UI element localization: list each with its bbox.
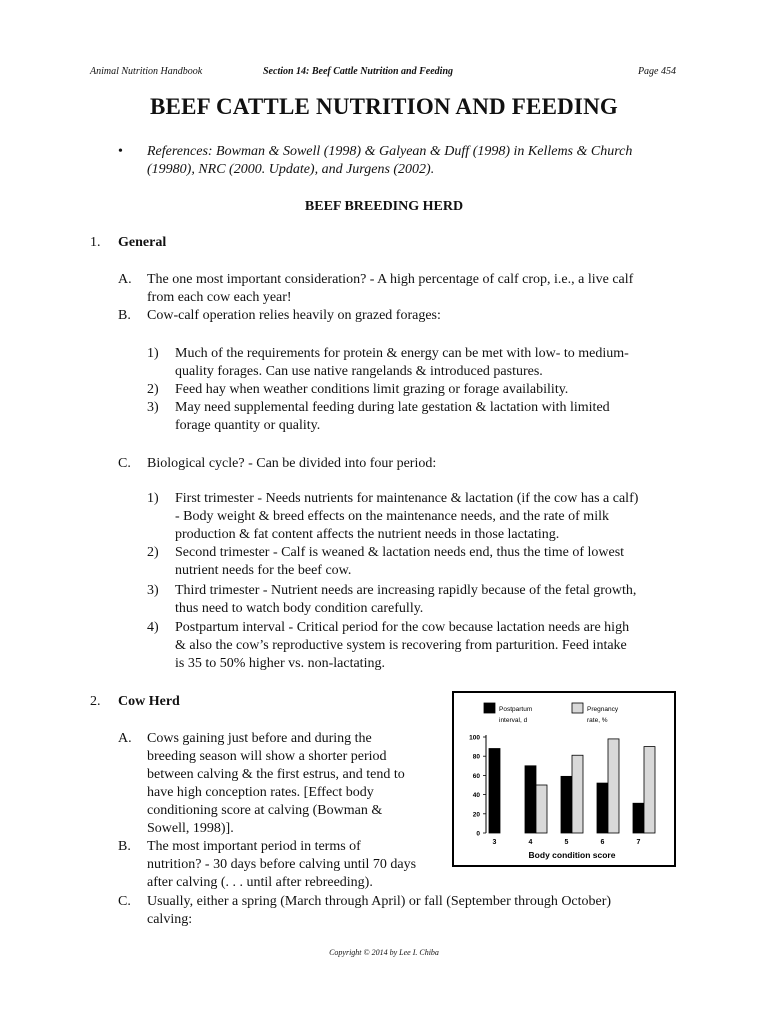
legend-swatch <box>484 703 495 713</box>
chart-canvas <box>454 693 674 865</box>
section-1-number: 1. <box>90 235 101 250</box>
item-2b-line: The most important period in terms of <box>147 839 361 854</box>
bar <box>525 766 536 833</box>
item-2c-line: calving: <box>147 912 193 927</box>
item-1b1-marker: 1) <box>147 346 159 361</box>
item-1c-line: Biological cycle? - Can be divided into four period: <box>147 456 437 471</box>
chart-axes <box>469 735 486 838</box>
item-2a-line: between calving & the first estrus, and tend to <box>147 767 405 782</box>
item-2a-line: conditioning score at calving (Bowman & <box>147 803 383 818</box>
bar <box>608 739 619 833</box>
bar <box>572 755 583 833</box>
running-header-left: Animal Nutrition Handbook <box>90 66 203 77</box>
section-subtitle: BEEF BREEDING HERD <box>304 199 464 214</box>
bar <box>644 747 655 833</box>
page-number: Page 454 <box>637 66 676 77</box>
item-1b3-line: May need supplemental feeding during late gestation & lactation with limited <box>175 400 610 415</box>
y-tick-label: 0 <box>476 830 480 838</box>
bar <box>489 749 500 833</box>
page-title: BEEF CATTLE NUTRITION AND FEEDING <box>150 94 618 119</box>
x-tick-label: 4 <box>528 839 533 846</box>
legend-label: Postpartum <box>499 706 533 713</box>
item-1c4-line: Postpartum interval - Critical period for the cow because lactation needs are high <box>175 620 630 635</box>
item-1c1-marker: 1) <box>147 491 159 506</box>
item-2c-marker: C. <box>118 894 131 909</box>
x-tick-label: 7 <box>636 839 641 846</box>
y-tick-label: 60 <box>472 772 480 780</box>
item-2a-line: have high conception rates. [Effect body <box>147 785 374 800</box>
section-1-heading: General <box>118 235 167 250</box>
item-1a-line: from each cow each year! <box>147 290 292 305</box>
item-1c3-line: thus need to watch body condition carefully. <box>175 601 424 616</box>
bar <box>597 783 608 833</box>
item-1c2-marker: 2) <box>147 545 159 560</box>
item-1c1-line: - Body weight & breed effects on the maintenance needs, and the rate of milk <box>175 509 609 524</box>
item-1c4-line: is 35 to 50% higher vs. non-lactating. <box>175 656 385 671</box>
bar <box>633 803 644 833</box>
x-tick-label: 3 <box>492 839 497 846</box>
item-1a-line: The one most important consideration? - A high percentage of calf crop, i.e., a live calf <box>147 272 634 287</box>
chart-legend <box>484 703 619 724</box>
item-2c-line: Usually, either a spring (March through April) or fall (September through October) <box>147 894 612 909</box>
legend-label: rate, % <box>587 717 608 724</box>
item-2b-line: after calving (. . . until after rebreeding). <box>147 875 373 890</box>
y-tick-label: 20 <box>472 811 480 819</box>
item-1c3-line: Third trimester - Nutrient needs are increasing rapidly because of the fetal growth, <box>175 583 637 598</box>
legend-swatch <box>572 703 583 713</box>
item-1b2-line: Feed hay when weather conditions limit grazing or forage availability. <box>175 382 569 397</box>
chart-x-axis-label: Body condition score <box>528 850 616 860</box>
y-tick-label: 40 <box>472 792 480 800</box>
references-line-1: References: Bowman & Sowell (1998) & Galyean & Duff (1998) in Kellems & Church <box>147 144 633 159</box>
item-2a-line: breeding season will show a shorter period <box>147 749 387 764</box>
copyright-footer: Copyright © 2014 by Lee I. Chiba <box>329 948 439 957</box>
item-1c2-line: Second trimester - Calf is weaned & lactation needs end, thus the time of lowest <box>175 545 625 560</box>
item-1b1-line: Much of the requirements for protein & energy can be met with low- to medium- <box>175 346 629 361</box>
item-1c3-marker: 3) <box>147 583 159 598</box>
item-2b-line: nutrition? - 30 days before calving until 70 days <box>147 857 417 872</box>
item-1b3-marker: 3) <box>147 400 159 415</box>
item-1a-marker: A. <box>118 272 132 287</box>
item-1b1-line: quality forages. Can use native rangelands & introduced pastures. <box>175 364 543 379</box>
item-1c4-marker: 4) <box>147 620 159 635</box>
section-2-heading: Cow Herd <box>118 694 180 709</box>
chart-bars <box>489 739 655 846</box>
item-2b-marker: B. <box>118 839 131 854</box>
item-1b-marker: B. <box>118 308 131 323</box>
bar <box>536 785 547 833</box>
section-2-number: 2. <box>90 694 101 709</box>
item-2a-line: Sowell, 1998)]. <box>147 821 234 836</box>
running-header-section: Section 14: Beef Cattle Nutrition and Feeding <box>263 66 454 77</box>
bar <box>561 776 572 833</box>
item-1c1-line: production & fat content affects the nutrient needs in those lactating. <box>175 527 560 542</box>
item-2a-line: Cows gaining just before and during the <box>147 731 372 746</box>
references-bullet: • <box>118 144 123 159</box>
item-2a-marker: A. <box>118 731 132 746</box>
item-1c4-line: & also the cow’s reproductive system is recovering from parturition. Feed intake <box>175 638 627 653</box>
item-1c2-line: nutrient needs for the beef cow. <box>175 563 352 578</box>
x-tick-label: 6 <box>600 839 605 846</box>
item-1b2-marker: 2) <box>147 382 159 397</box>
item-1c1-line: First trimester - Needs nutrients for maintenance & lactation (if the cow has a calf) <box>175 491 639 506</box>
item-1b-line: Cow-calf operation relies heavily on grazed forages: <box>147 308 441 323</box>
legend-label: interval, d <box>499 717 528 724</box>
body-condition-chart <box>452 691 676 867</box>
legend-label: Pregnancy <box>587 706 619 713</box>
item-1b3-line: forage quantity or quality. <box>175 418 321 433</box>
y-tick-label: 80 <box>472 753 480 761</box>
x-tick-label: 5 <box>564 839 569 846</box>
references-line-2: (19980), NRC (2000. Update), and Jurgens (2002). <box>147 162 435 177</box>
item-1c-marker: C. <box>118 456 131 471</box>
y-tick-label: 100 <box>469 734 480 742</box>
